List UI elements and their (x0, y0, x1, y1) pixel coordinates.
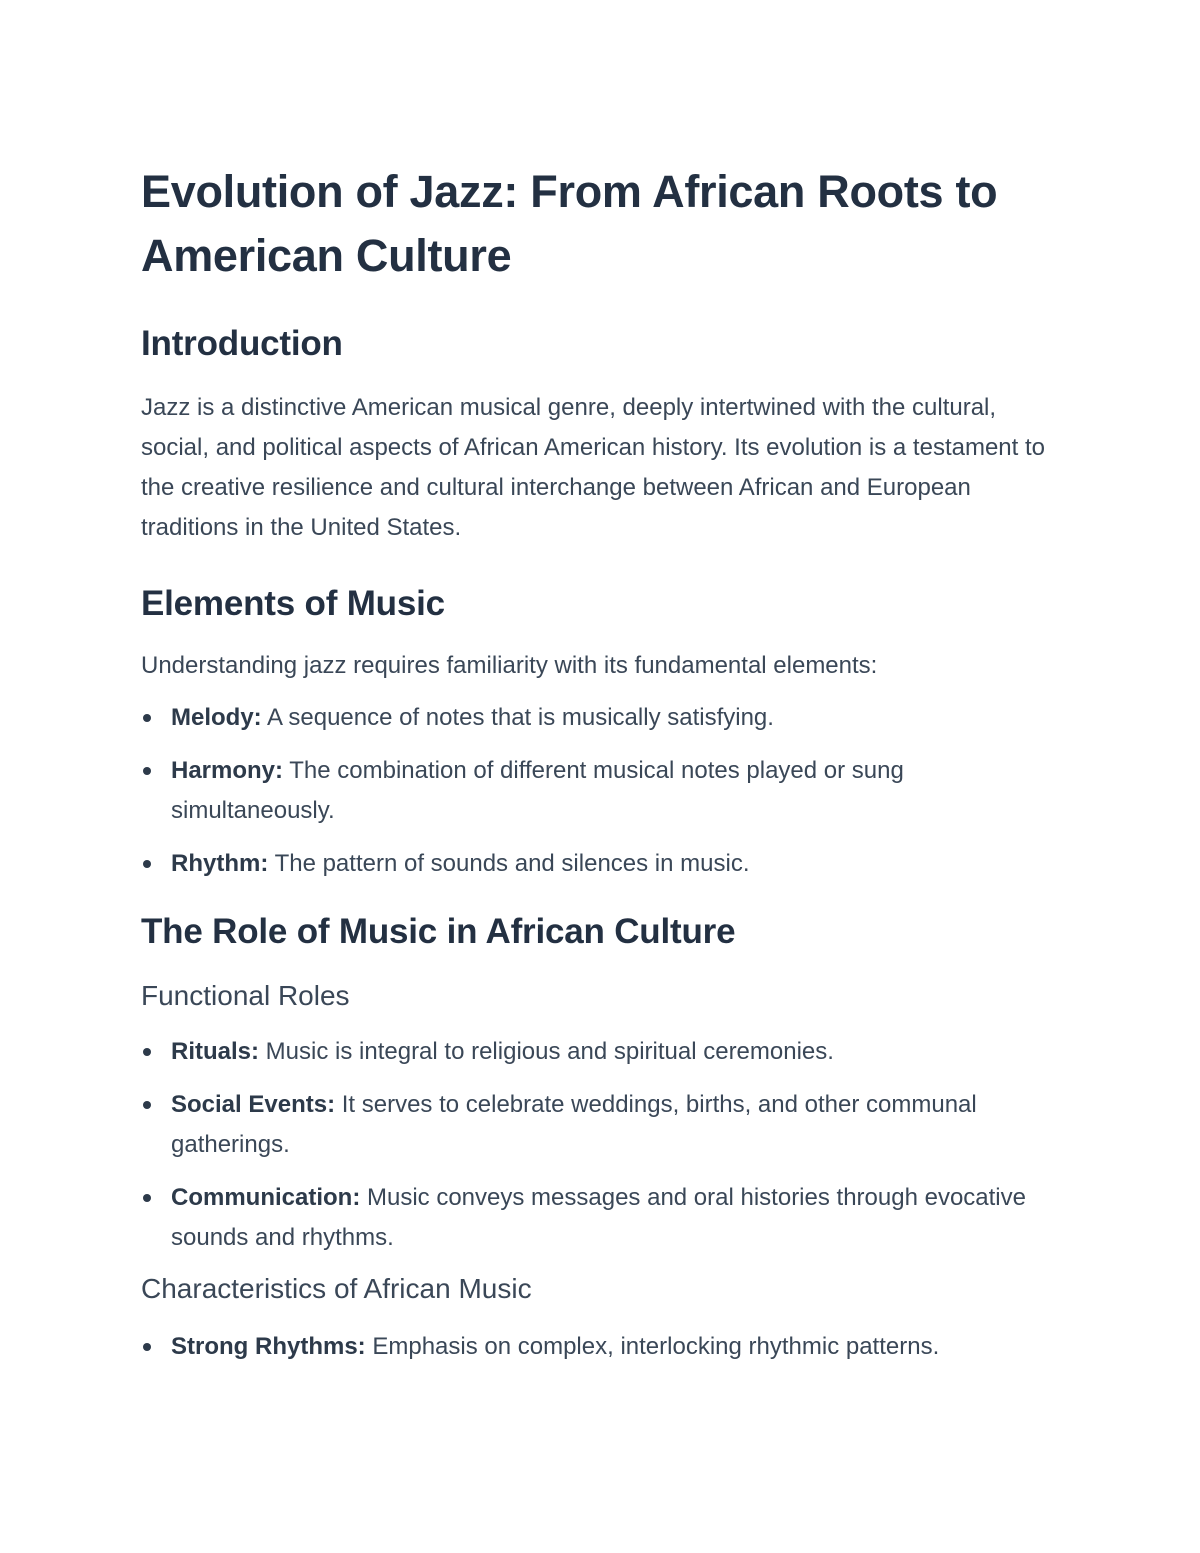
list-item (141, 1032, 1061, 1072)
list-item (141, 1178, 1061, 1258)
list-item-desc: Music conveys messages and oral histories through evocative sounds and rhythms. (171, 1184, 1026, 1251)
characteristics-list (141, 1327, 1061, 1367)
list-item-desc: A sequence of notes that is musically satisfying. (261, 704, 774, 731)
list-item (141, 1327, 1061, 1367)
document-page (141, 160, 1061, 1380)
list-item-desc: The pattern of sounds and silences in music. (268, 850, 750, 877)
elements-intro-paragraph: Understanding jazz requires familiarity with its fundamental elements: (141, 652, 878, 679)
list-item (141, 1085, 1061, 1165)
bullet-icon (143, 1343, 151, 1351)
list-item-desc: Emphasis on complex, interlocking rhythmic patterns. (365, 1333, 940, 1360)
list-item-term: Melody: (171, 704, 262, 731)
list-item-desc: The combination of different musical notes played or sung simultaneously. (171, 757, 904, 824)
list-item-term: Strong Rhythms: (171, 1333, 366, 1360)
list-item-term: Communication: (171, 1184, 361, 1211)
subsection-heading-characteristics: Characteristics of African Music (141, 1273, 532, 1304)
list-item (141, 751, 1061, 831)
bullet-icon (143, 767, 151, 775)
section-heading-role-of-music: The Role of Music in African Culture (141, 912, 736, 951)
page-title: Evolution of Jazz: From African Roots to American Culture (141, 166, 998, 281)
list-item-desc: Music is integral to religious and spiritual ceremonies. (259, 1038, 834, 1065)
list-item-term: Rhythm: (171, 850, 269, 877)
functional-roles-list (141, 1032, 1061, 1258)
list-item-desc: It serves to celebrate weddings, births, and other communal gatherings. (171, 1091, 977, 1158)
section-heading-elements-of-music: Elements of Music (141, 584, 445, 623)
bullet-icon (143, 860, 151, 868)
elements-list (141, 698, 1061, 884)
list-item-term: Harmony: (171, 757, 284, 784)
list-item-term: Rituals: (171, 1038, 260, 1065)
section-heading-introduction: Introduction (141, 324, 343, 363)
bullet-icon (143, 1194, 151, 1202)
bullet-icon (143, 1048, 151, 1056)
bullet-icon (143, 714, 151, 722)
list-item (141, 698, 1061, 738)
bullet-icon (143, 1101, 151, 1109)
subsection-heading-functional-roles: Functional Roles (141, 980, 350, 1011)
introduction-paragraph: Jazz is a distinctive American musical genre, deeply intertwined with the cultural, social, and political aspects of African American history. Its evolution is a testament to the creative resilience and cultural interchange between African and European traditions in the United States. (141, 394, 1045, 541)
list-item (141, 844, 1061, 884)
list-item-term: Social Events: (171, 1091, 336, 1118)
